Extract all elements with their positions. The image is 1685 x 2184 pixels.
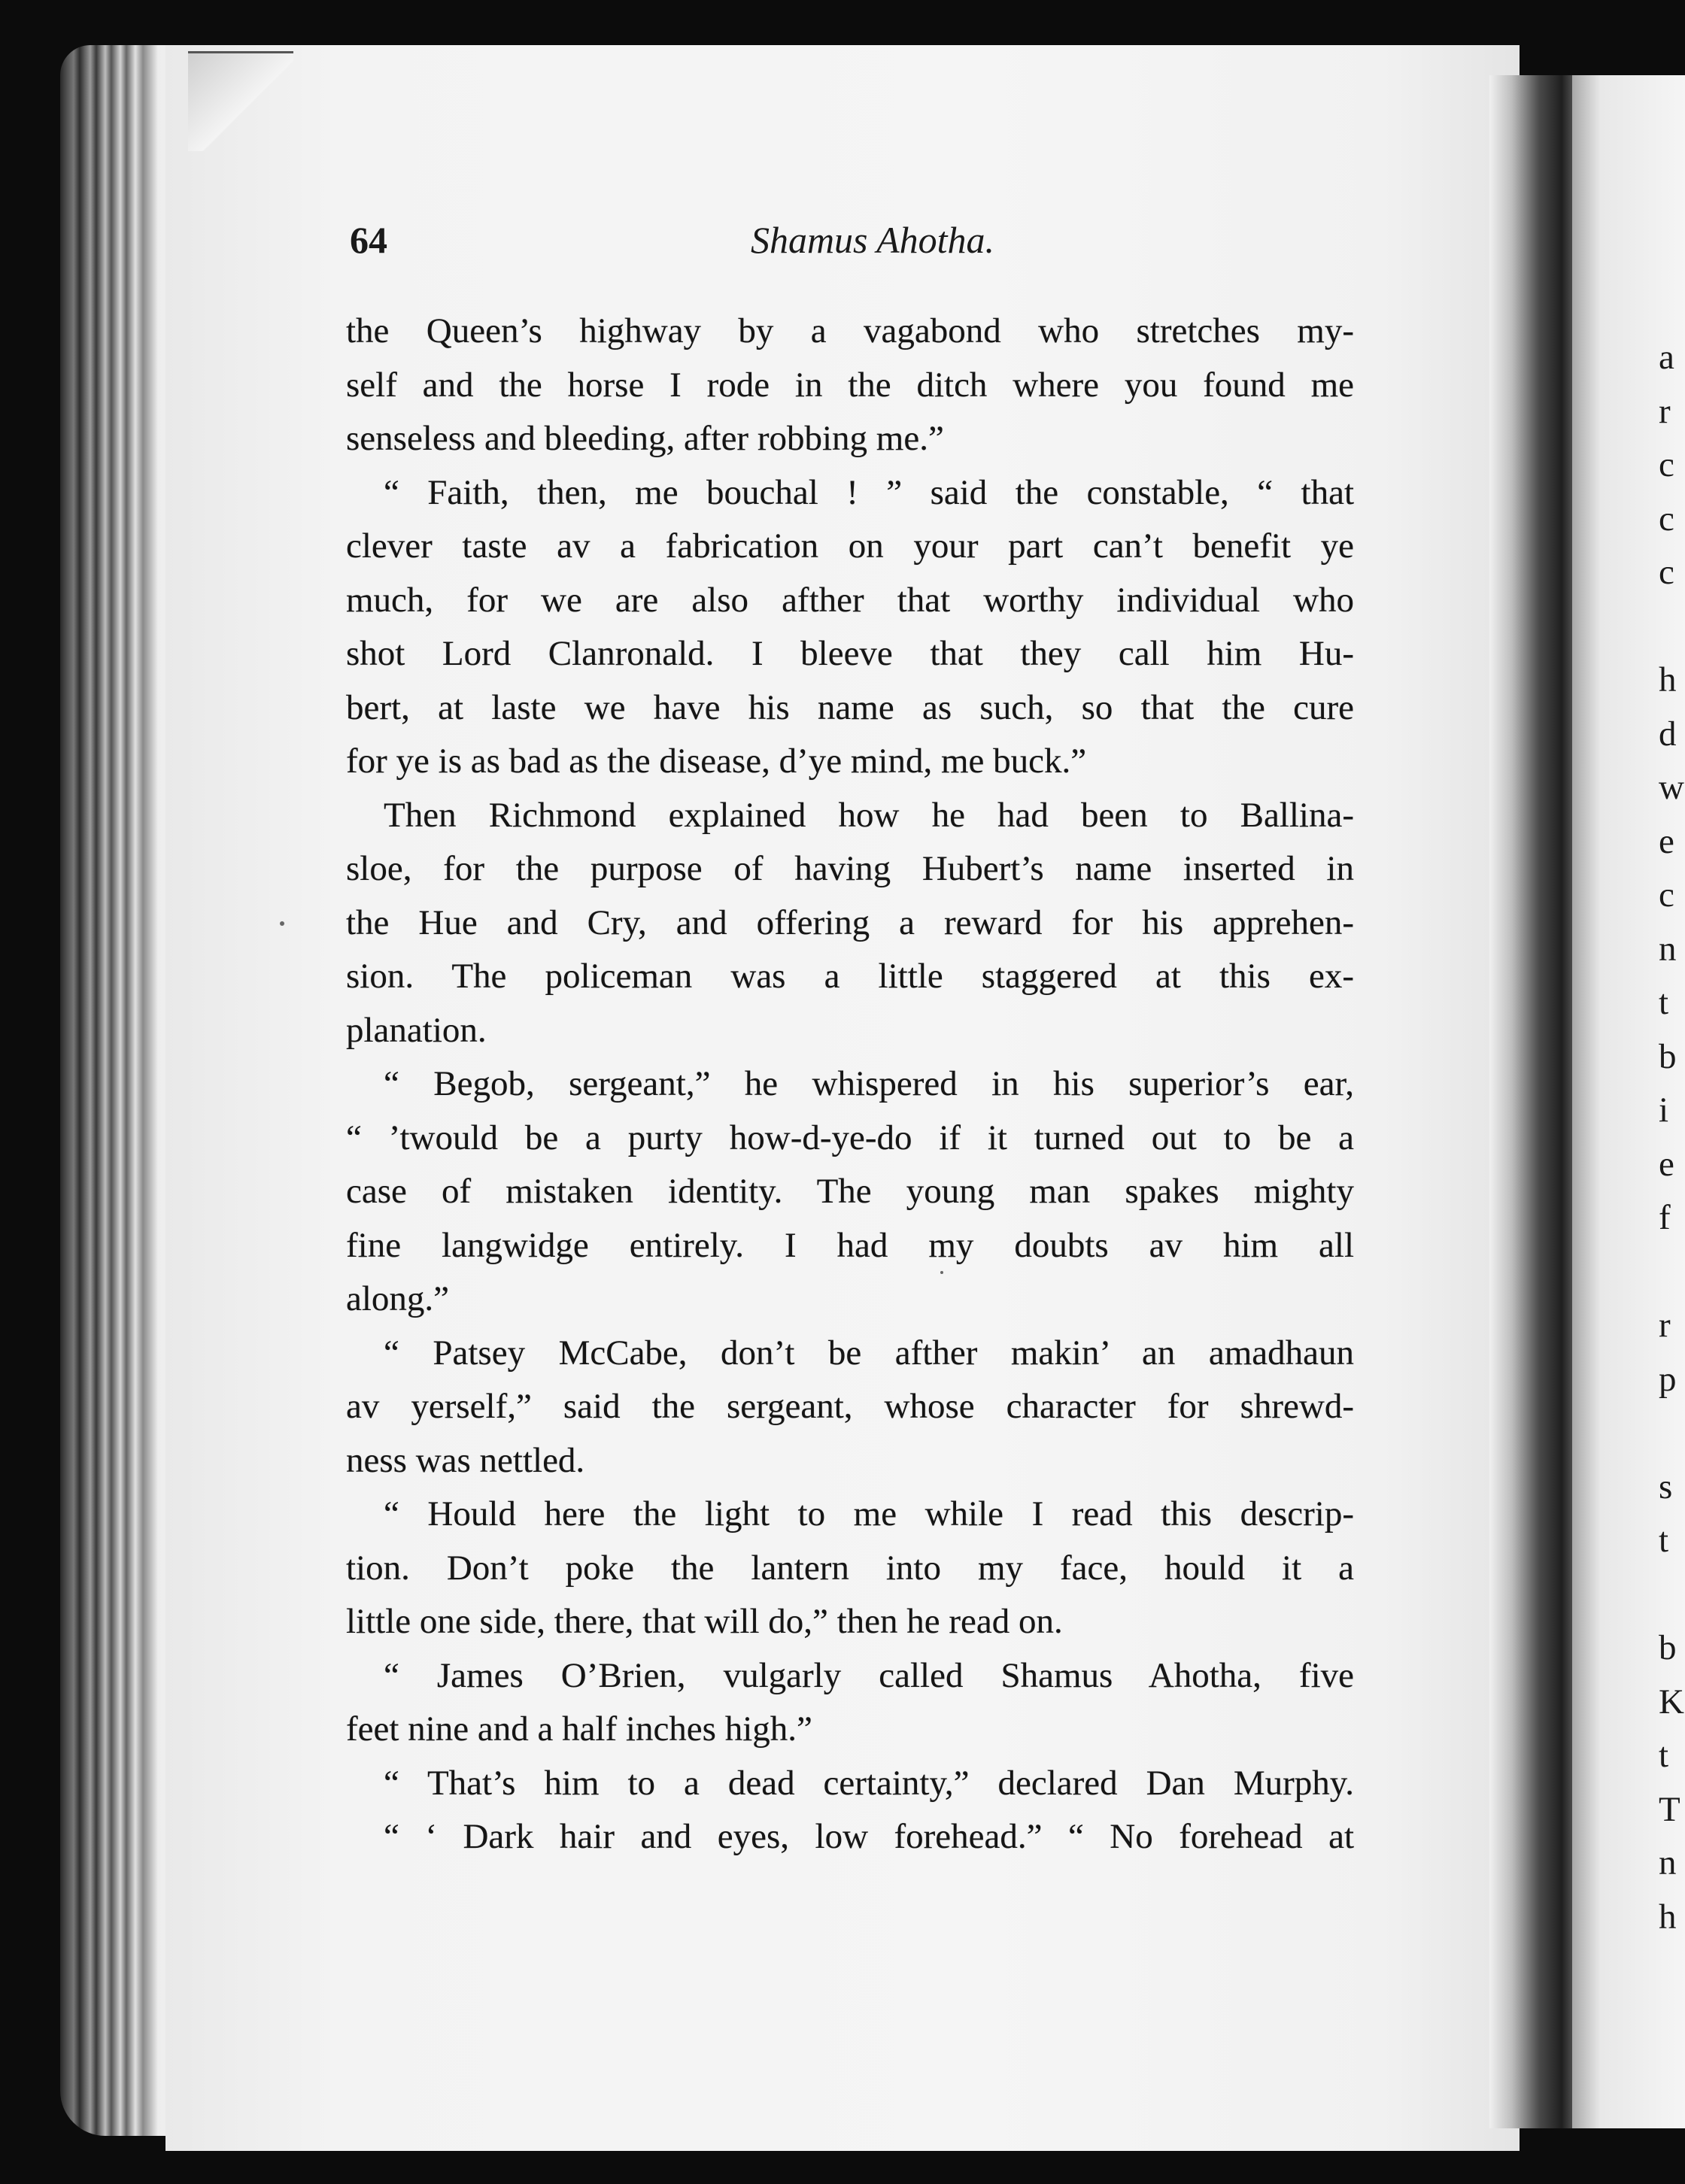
right-page-fragment: a bbox=[1659, 338, 1674, 377]
right-page-fragment: t bbox=[1659, 1736, 1669, 1775]
right-page-fragment: t bbox=[1659, 1521, 1669, 1560]
text-line: ness was nettled. bbox=[346, 1440, 585, 1480]
right-page-fragment: K bbox=[1659, 1682, 1684, 1721]
page-header bbox=[350, 218, 1350, 271]
right-page-fragment: c bbox=[1659, 875, 1674, 915]
right-page-fragment: f bbox=[1659, 1198, 1671, 1237]
running-title: Shamus Ahotha. bbox=[750, 219, 995, 261]
right-page-fragment: e bbox=[1659, 821, 1674, 861]
text-line: “ Patsey McCabe, don’t be afther makin’ an amadhaun bbox=[384, 1333, 1354, 1373]
text-line: Then Richmond explained how he had been to Ballina- bbox=[384, 795, 1354, 835]
right-page-fragment: i bbox=[1659, 1090, 1669, 1130]
text-line: little one side, there, that will do,” then he read on. bbox=[346, 1602, 1063, 1641]
right-page-fragment: h bbox=[1659, 1897, 1677, 1937]
text-line: “ Begob, sergeant,” he whispered in his superior’s ear, bbox=[384, 1064, 1354, 1103]
right-page-fragment: T bbox=[1659, 1789, 1680, 1829]
text-line: clever taste av a fabrication on your part can’t benefit ye bbox=[346, 526, 1354, 566]
body-text bbox=[346, 305, 1354, 1864]
text-line: planation. bbox=[346, 1010, 487, 1050]
text-line: “ That’s him to a dead certainty,” declared Dan Murphy. bbox=[384, 1763, 1354, 1803]
text-line: senseless and bleeding, after robbing me.” bbox=[346, 419, 944, 458]
text-line: along.” bbox=[346, 1279, 450, 1318]
right-page-fragment: r bbox=[1659, 1306, 1671, 1345]
text-line: bert, at laste we have his name as such, so that the cure bbox=[346, 687, 1354, 727]
right-page-fragment: c bbox=[1659, 553, 1674, 592]
text-line: for ye is as bad as the disease, d’ye mind, me buck.” bbox=[346, 742, 1087, 781]
right-page-fragment bbox=[1659, 600, 1685, 654]
right-page-fragment bbox=[1659, 1568, 1685, 1622]
right-page-fragment: n bbox=[1659, 929, 1677, 969]
text-line: tion. Don’t poke the lantern into my face, hould it a bbox=[346, 1548, 1354, 1588]
text-line: sloe, for the purpose of having Hubert’s name inserted in bbox=[346, 849, 1354, 888]
dust-speck bbox=[280, 921, 284, 926]
right-page-fragment: r bbox=[1659, 391, 1671, 431]
text-line: feet nine and a half inches high.” bbox=[346, 1709, 812, 1749]
folded-corner bbox=[188, 51, 293, 151]
page-stack-edge bbox=[60, 45, 181, 2136]
right-page-fragments bbox=[1659, 331, 1685, 1944]
right-page-fragment: e bbox=[1659, 1144, 1674, 1184]
text-line: “ Faith, then, me bouchal ! ” said the constable, “ that bbox=[384, 472, 1354, 512]
text-line: av yerself,” said the sergeant, whose character for shrewd- bbox=[346, 1387, 1354, 1426]
right-page-fragment: d bbox=[1659, 714, 1677, 754]
right-page-fragment bbox=[1659, 1406, 1685, 1461]
text-line: “ ‘ Dark hair and eyes, low forehead.” “ No forehead at bbox=[384, 1817, 1354, 1856]
dust-speck bbox=[940, 1271, 943, 1274]
text-line: shot Lord Clanronald. I bleeve that they call him Hu- bbox=[346, 634, 1354, 673]
right-page-fragment: w bbox=[1659, 768, 1684, 807]
right-page-fragment: p bbox=[1659, 1359, 1677, 1399]
right-page-fragment: s bbox=[1659, 1467, 1673, 1506]
gutter-shadow bbox=[1489, 75, 1580, 2128]
right-page-fragment: t bbox=[1659, 983, 1669, 1022]
text-line: much, for we are also afther that worthy individual who bbox=[346, 580, 1354, 620]
text-line: the Hue and Cry, and offering a reward for his apprehen- bbox=[346, 902, 1354, 942]
right-page-fragment: c bbox=[1659, 499, 1674, 538]
text-line: the Queen’s highway by a vagabond who stretches my- bbox=[346, 311, 1354, 350]
text-line: “ Hould here the light to me while I read this descrip- bbox=[384, 1494, 1354, 1533]
text-line: self and the horse I rode in the ditch where you found me bbox=[346, 365, 1354, 405]
right-page-fragment: h bbox=[1659, 660, 1677, 699]
right-page-fragment: n bbox=[1659, 1843, 1677, 1882]
right-page-fragment: b bbox=[1659, 1036, 1677, 1076]
right-page-fragment bbox=[1659, 1245, 1685, 1300]
text-line: case of mistaken identity. The young man spakes mighty bbox=[346, 1172, 1354, 1211]
right-page-fragment: c bbox=[1659, 445, 1674, 484]
right-page-fragment: b bbox=[1659, 1628, 1677, 1667]
page-number: 64 bbox=[350, 219, 387, 261]
text-line: fine langwidge entirely. I had my doubts av him all bbox=[346, 1225, 1354, 1265]
text-line: sion. The policeman was a little staggered at this ex- bbox=[346, 957, 1354, 996]
text-line: “ James O’Brien, vulgarly called Shamus Ahotha, five bbox=[384, 1655, 1354, 1695]
text-line: “ ’twould be a purty how-d-ye-do if it turned out to be a bbox=[346, 1118, 1354, 1157]
